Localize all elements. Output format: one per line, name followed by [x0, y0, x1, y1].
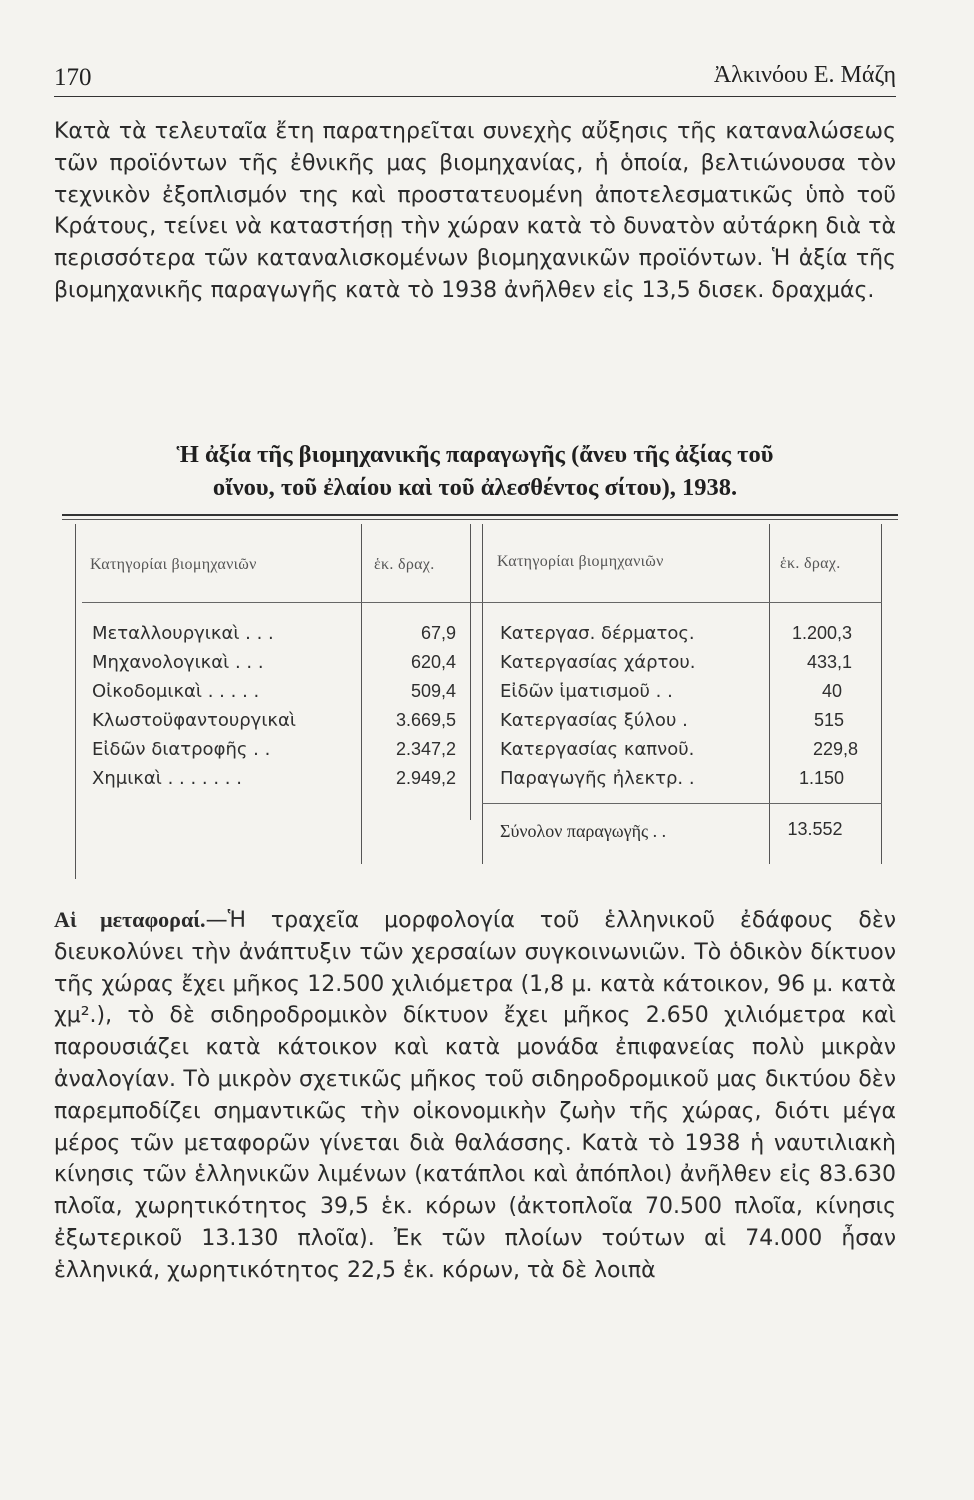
category-value: 515	[813, 710, 844, 730]
category-name: Εἰδῶν ἱματισμοῦ . .	[500, 681, 673, 702]
category-name: Χημικαὶ . . . . . . .	[92, 768, 242, 789]
category-value: 620,4	[410, 652, 456, 672]
category-name: Κατεργασίας χάρτου.	[500, 652, 696, 673]
total-value: 13.552	[787, 819, 843, 839]
column-divider	[470, 524, 471, 820]
section-heading: Αἱ μεταφοραί.	[54, 907, 206, 932]
category-value: 3.669,5	[395, 710, 456, 730]
category-name: Κατεργασίας καπνοῦ.	[500, 739, 695, 760]
category-name: Κατεργασ. δέρματος.	[500, 623, 695, 644]
table-top-rule	[62, 514, 898, 516]
column-divider	[769, 524, 770, 864]
category-name: Κλωστοϋφαντουργικαὶ	[92, 710, 296, 731]
category-value: 1.200,3	[791, 623, 852, 643]
table-right-border	[881, 524, 882, 864]
table-title-line-1: Ἡ ἀξία τῆς βιομηχανικῆς παραγωγῆς (ἄνευ τῆς ἀξίας τοῦ	[176, 441, 774, 468]
total-label: Σύνολον παραγωγῆς . .	[500, 821, 667, 841]
category-value: 229,8	[812, 739, 858, 759]
page-number: 170	[54, 64, 92, 91]
column-divider	[482, 524, 483, 864]
header-rule	[82, 602, 882, 603]
table-left-border	[75, 524, 76, 879]
category-name: Οἰκοδομικαὶ . . . . .	[92, 681, 260, 702]
page-header	[54, 62, 896, 97]
category-value: 67,9	[420, 623, 456, 643]
category-name: Μηχανολογικαὶ . . .	[92, 652, 264, 673]
column-divider	[361, 524, 362, 864]
category-value: 433,1	[806, 652, 852, 672]
table-title	[54, 438, 896, 504]
paragraph-transport-text: —Ἡ τραχεῖα μορφολογία τοῦ ἑλληνικοῦ ἐδάφους δὲν διευκολύνει τὴν ἀνάπτυξιν τῶν χερσαίων συγκοινωνιῶν. Τὸ ὁδικὸν δίκτυον τῆς χώρας ἔχει μῆκος 12.500 χιλιόμετρα (1,8 μ. κατὰ κάτοικον, 96 μ. κατὰ χμ².), τὸ δὲ σιδηροδρομικὸν δίκτυον ἔχει μῆκος 2.650 χιλιόμετρα καὶ παρουσιάζει κατὰ κάτοικον καὶ κατὰ μονάδα ἐπιφανείας πολὺ μικρὰν ἀναλογίαν. Τὸ μικρὸν σχετικῶς μῆκος τοῦ σιδηροδρομικοῦ μας δικτύου δὲν παρεμποδίζει σημαντικῶς τὴν οἰκονομικὴν ζωὴν τῆς χώρας, διότι μέγα μέρος τῶν μεταφορῶν γίνεται διὰ θαλάσσης. Κατὰ τὸ 1938 ἡ ναυτιλιακὴ κίνησις τῶν ἑλληνικῶν λιμένων (κατάπλοι καὶ ἀπόπλοι) ἀνῆλθεν εἰς 83.630 πλοῖα, χωρητικότητος 39,5 ἑκ. κόρων (ἀκτοπλοῖα 70.500 πλοῖα, κίνησις ἐξωτερικοῦ 13.130 πλοῖα). Ἐκ τῶν πλοίων τούτων αἱ 74.000 ἦσαν ἑλληνικά, χωρητικότητος 22,5 ἑκ. κόρων, τὰ δὲ λοιπὰ	[54, 908, 896, 1283]
paragraph-industry: Κατὰ τὰ τελευταῖα ἔτη παρατηρεῖται συνεχὴς αὔξησις τῆς καταναλώσεως τῶν προϊόντων τῆς ἐθνικῆς μας βιομηχανίας, ἡ ὁποία, βελτιώνουσα τὸν τεχνικὸν ἐξοπλισμόν της καὶ προστατευομένη ἀποτελεσματικῶς ὑπὸ τοῦ Κράτους, τείνει νὰ καταστήσῃ τὴν χώραν κατὰ τὸ δυνατὸν αὐτάρκη διὰ τὰ περισσότερα τῶν καταναλισκομένων βιομηχανικῶν προϊόντων. Ἡ ἀξία τῆς βιομηχανικῆς παραγωγῆς κατὰ τὸ 1938 ἀνῆλθεν εἰς 13,5 δισεκ. δραχμάς.	[54, 119, 896, 303]
header-right-value: ἑκ. δραχ.	[780, 555, 841, 572]
paragraph-transport	[54, 904, 896, 1404]
category-value: 509,4	[410, 681, 456, 701]
table-title-line-2: οἴνου, τοῦ ἐλαίου καὶ τοῦ ἀλεσθέντος σίτου), 1938.	[212, 474, 738, 501]
header-right-category: Κατηγορίαι βιομηχανιῶν	[497, 553, 664, 570]
category-value: 40	[821, 681, 842, 701]
category-value: 1.150	[798, 768, 844, 788]
category-name: Μεταλλουργικαὶ . . .	[92, 623, 274, 644]
total-rule	[482, 803, 882, 804]
header-left-value: ἑκ. δραχ.	[374, 556, 435, 573]
header-left-category: Κατηγορίαι βιομηχανιῶν	[90, 556, 257, 573]
table-top-rule-thin	[62, 519, 898, 520]
category-value: 2.347,2	[395, 739, 456, 759]
category-name: Παραγωγῆς ἠλεκτρ. .	[500, 768, 695, 789]
category-name: Εἰδῶν διατροφῆς . .	[92, 739, 271, 760]
running-title: Ἀλκινόου Ε. Μάζη	[713, 62, 896, 88]
category-value: 2.949,2	[395, 768, 456, 788]
category-name: Κατεργασίας ξύλου .	[500, 710, 688, 731]
